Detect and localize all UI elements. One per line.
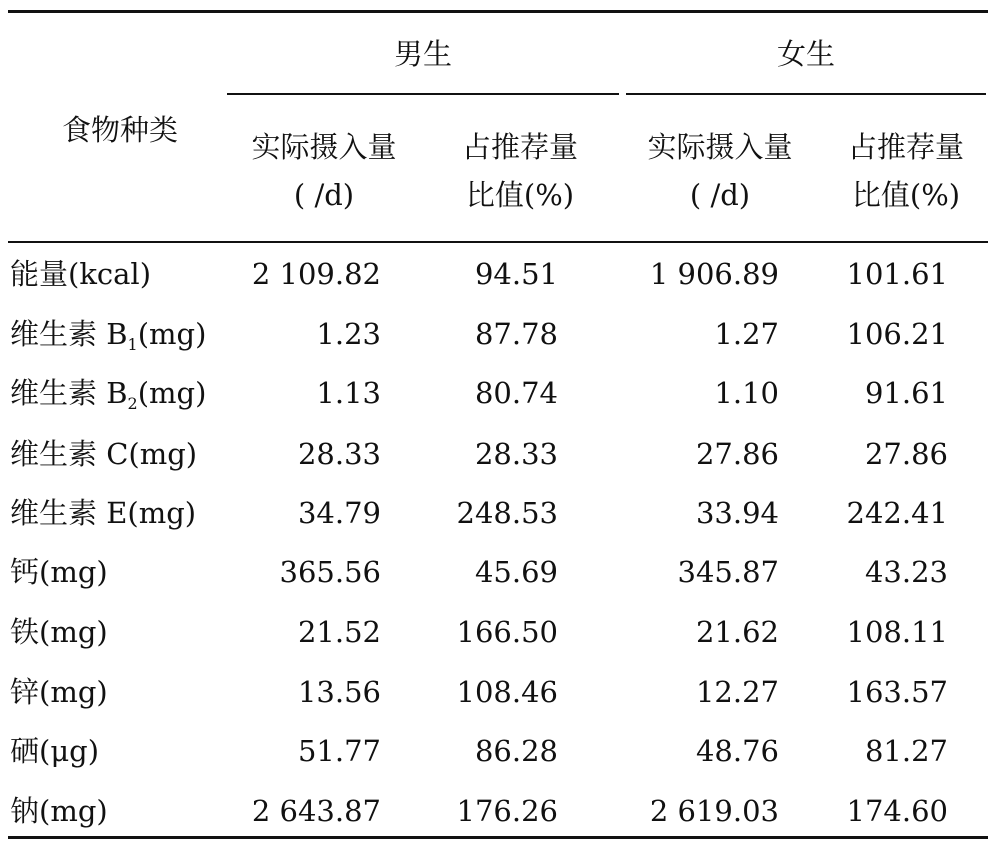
row-label-main: 维生素 B — [10, 376, 128, 410]
header-bottom-rule — [8, 241, 988, 243]
cell-male-ratio: 166.50 — [456, 615, 558, 649]
cell-female-ratio: 91.61 — [864, 376, 948, 410]
row-label-unit: (mg) — [137, 376, 207, 410]
header-female-ratio-line1: 占推荐量 — [847, 130, 964, 164]
header-male-ratio-line2: 比值(%) — [465, 178, 575, 212]
cell-male-ratio: 28.33 — [474, 437, 558, 471]
cell-female-intake: 33.94 — [695, 496, 779, 530]
row-label: 能量(kcal) — [10, 257, 152, 291]
cell-male-intake: 34.79 — [297, 496, 381, 530]
female-group-rule — [626, 93, 986, 95]
table-top-rule — [8, 10, 988, 13]
cell-male-ratio: 86.28 — [474, 734, 558, 768]
cell-male-intake: 1.13 — [316, 376, 381, 410]
cell-male-intake: 2 643.87 — [251, 794, 381, 828]
header-female: 女生 — [776, 37, 835, 71]
cell-female-ratio: 81.27 — [864, 734, 948, 768]
table-bottom-rule — [8, 836, 988, 839]
row-label — [10, 376, 207, 413]
cell-male-intake: 365.56 — [279, 555, 381, 589]
cell-female-intake: 1.27 — [714, 317, 779, 351]
cell-female-intake: 2 619.03 — [649, 794, 779, 828]
row-label-unit: (mg) — [137, 317, 207, 351]
cell-female-ratio: 43.23 — [864, 555, 948, 589]
header-male-ratio-line1: 占推荐量 — [461, 130, 578, 164]
cell-male-intake: 51.77 — [297, 734, 381, 768]
row-label: 钠(mg) — [10, 794, 108, 828]
cell-female-intake: 345.87 — [677, 555, 779, 589]
header-female-intake-line2: ( /d) — [689, 178, 751, 212]
cell-male-ratio: 45.69 — [474, 555, 558, 589]
cell-male-ratio: 108.46 — [456, 675, 558, 709]
row-label-main: 维生素 B — [10, 317, 128, 351]
row-label-subscript: 1 — [127, 335, 138, 354]
cell-female-ratio: 163.57 — [846, 675, 948, 709]
cell-male-ratio: 87.78 — [474, 317, 558, 351]
row-label: 硒(μg) — [10, 734, 100, 768]
cell-male-ratio: 176.26 — [456, 794, 558, 828]
header-male-intake-line2: ( /d) — [293, 178, 355, 212]
cell-female-ratio: 101.61 — [846, 257, 948, 291]
header-female-ratio-line2: 比值(%) — [851, 178, 961, 212]
cell-female-ratio: 174.60 — [846, 794, 948, 828]
cell-female-intake: 12.27 — [695, 675, 779, 709]
cell-female-ratio: 27.86 — [864, 437, 948, 471]
cell-male-ratio: 248.53 — [456, 496, 558, 530]
header-male: 男生 — [393, 37, 452, 71]
cell-male-intake: 13.56 — [297, 675, 381, 709]
header-food-category: 食物种类 — [61, 113, 178, 147]
row-label-subscript: 2 — [127, 394, 138, 413]
row-label: 维生素 E(mg) — [10, 496, 197, 530]
cell-female-ratio: 106.21 — [846, 317, 948, 351]
header-male-intake-line1: 实际摄入量 — [251, 130, 397, 164]
cell-female-intake: 1.10 — [714, 376, 779, 410]
cell-male-intake: 2 109.82 — [251, 257, 381, 291]
row-label: 钙(mg) — [10, 555, 108, 589]
cell-female-intake: 1 906.89 — [649, 257, 779, 291]
cell-male-ratio: 94.51 — [474, 257, 558, 291]
cell-female-intake: 21.62 — [695, 615, 779, 649]
cell-female-ratio: 108.11 — [846, 615, 948, 649]
cell-male-intake: 28.33 — [297, 437, 381, 471]
cell-female-ratio: 242.41 — [846, 496, 948, 530]
row-label: 锌(mg) — [10, 675, 108, 709]
row-label: 铁(mg) — [10, 615, 108, 649]
row-label — [10, 317, 207, 354]
male-group-rule — [227, 93, 619, 95]
cell-male-intake: 1.23 — [316, 317, 381, 351]
row-label: 维生素 C(mg) — [10, 437, 198, 471]
header-female-intake-line1: 实际摄入量 — [647, 130, 793, 164]
cell-female-intake: 27.86 — [695, 437, 779, 471]
cell-female-intake: 48.76 — [695, 734, 779, 768]
cell-male-ratio: 80.74 — [474, 376, 558, 410]
cell-male-intake: 21.52 — [297, 615, 381, 649]
